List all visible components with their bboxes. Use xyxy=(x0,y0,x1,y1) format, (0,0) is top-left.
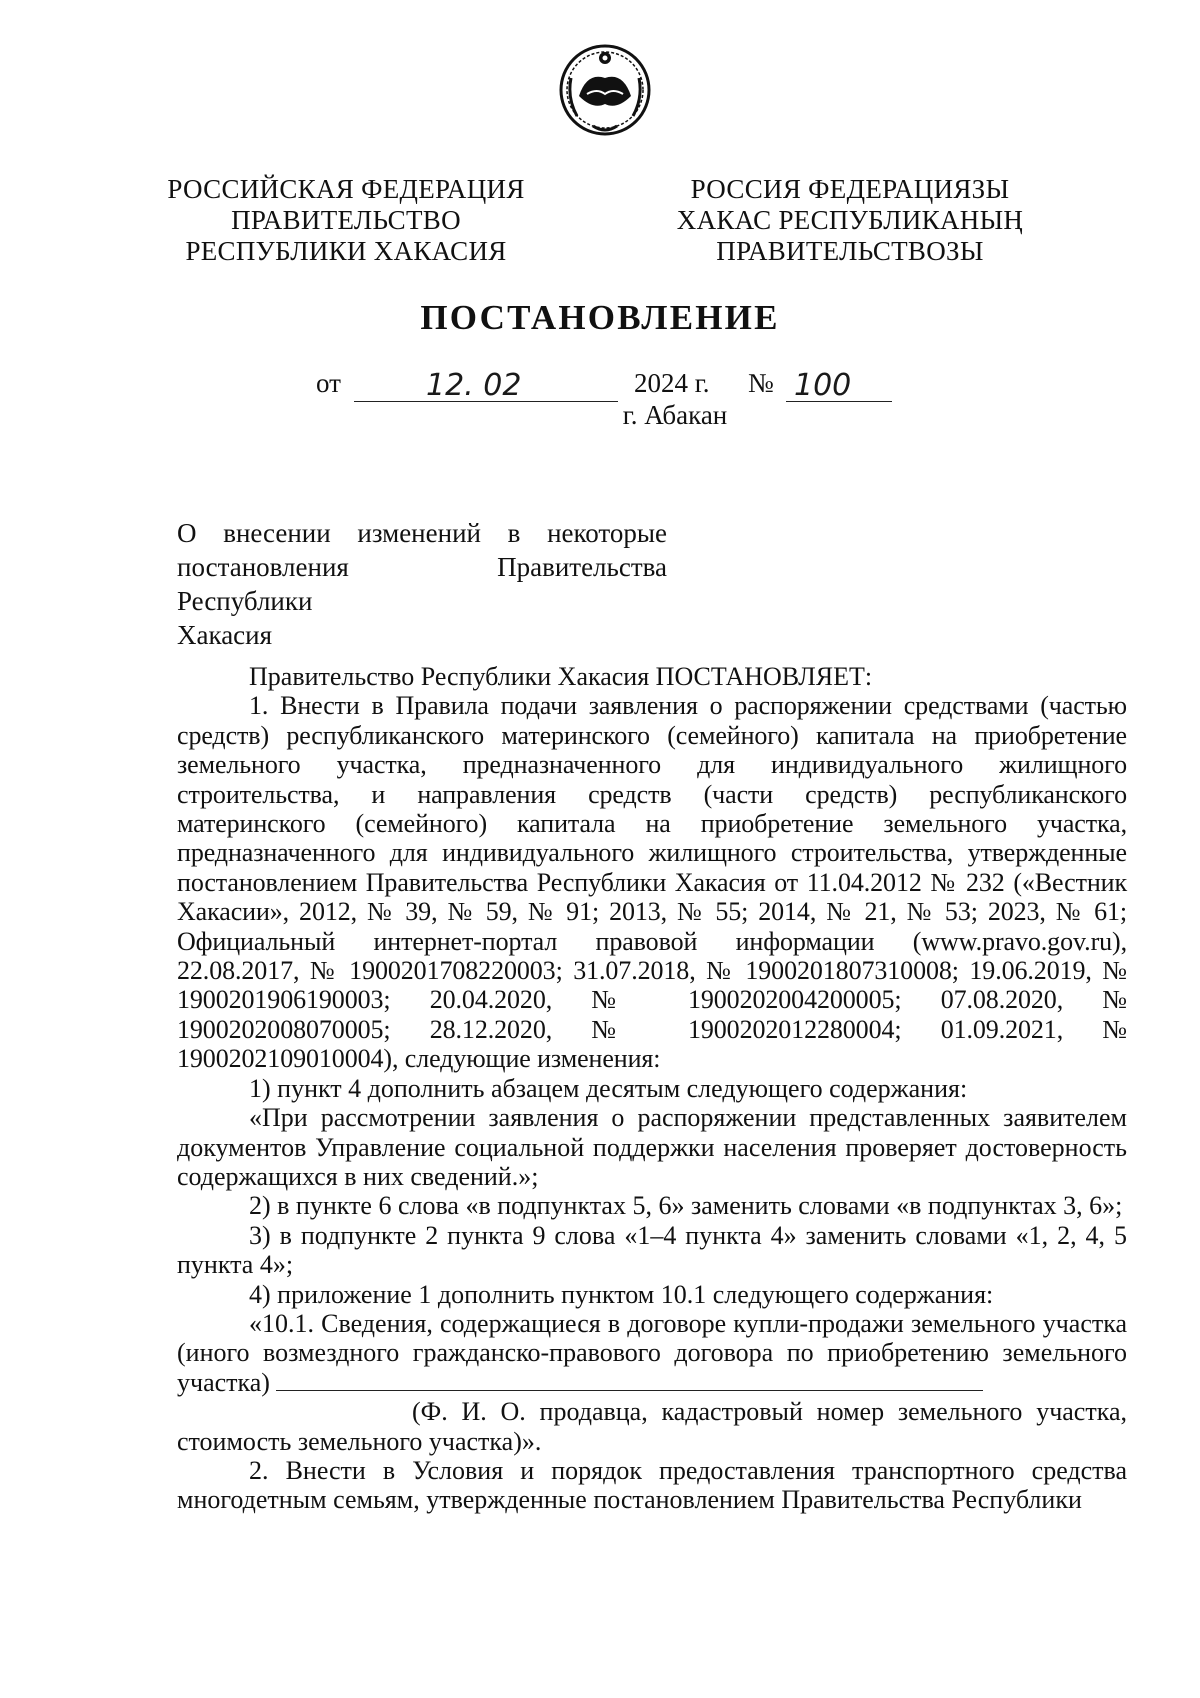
header-right-line-3: ПРАВИТЕЛЬСТВОЗЫ xyxy=(716,236,984,266)
handwritten-date: 12. 02 xyxy=(426,368,522,403)
handwritten-number: 100 xyxy=(794,368,852,403)
subparagraph-4: 4) приложение 1 дополнить пунктом 10.1 следующего содержания: xyxy=(249,1279,994,1309)
subparagraph-3: 3) в подпункте 2 пункта 9 слова «1–4 пункта 4» заменить словами «1, 2, 4, 5 пункта 4»; xyxy=(177,1220,1127,1280)
paragraph-2: 2. Внести в Условия и порядок предоставления транспортного средства многодетным семьям, утвержденные постановлением Правительства Республики xyxy=(177,1455,1127,1515)
date-from-label: от xyxy=(316,368,341,398)
header-right xyxy=(660,174,1040,267)
fill-line-note: (Ф. И. О. продавца, кадастровый номер земельного участка, стоимость земельного участка)». xyxy=(177,1397,1127,1456)
subject-line-3: Хакасия xyxy=(177,620,273,650)
header-left-line-2: ПРАВИТЕЛЬСТВО xyxy=(231,205,461,235)
document-title: ПОСТАНОВЛЕНИЕ xyxy=(420,298,780,337)
subparagraph-2: 2) в пункте 6 слова «в подпунктах 5, 6» заменить словами «в подпунктах 3, 6»; xyxy=(249,1191,1123,1221)
city-line: г. Абакан xyxy=(622,400,728,430)
subparagraph-1: 1) пункт 4 дополнить абзацем десятым следующего содержания: xyxy=(249,1073,968,1103)
intro-paragraph: Правительство Республики Хакасия ПОСТАНОВЛЯЕТ: xyxy=(249,662,873,691)
number-label: № xyxy=(748,368,774,398)
coat-of-arms-emblem xyxy=(557,38,653,142)
header-left-line-1: РОССИЙСКАЯ ФЕДЕРАЦИЯ xyxy=(167,174,525,204)
quote-2-text: «10.1. Сведения, содержащиеся в договоре купли-продажи земельного участка (иного возмездного гражданско-правового договора по приобретению земельного участка) xyxy=(177,1308,1127,1397)
blank-fill-line xyxy=(276,1372,983,1391)
header-left-line-3: РЕСПУБЛИКИ ХАКАСИЯ xyxy=(185,236,507,266)
subject-line-1: О внесении изменений в некоторые xyxy=(177,518,667,548)
header-left xyxy=(156,174,536,267)
subject-block xyxy=(177,516,667,652)
header-right-line-1: РОССИЯ ФЕДЕРАЦИЯЗЫ xyxy=(690,174,1010,204)
paragraph-1: 1. Внести в Правила подачи заявления о распоряжении средствами (частью средств) республиканского материнского (семейного) капитала на приобретение земельного участка, предназначенного для индивидуального жилищного строительства, и направления средств (части средств) республиканского материнского (семейного) капитала на приобретение земельного участка, предназначенного для индивидуального жилищного строительства, утвержденные постановлением Правительства Республики Хакасия от 11.04.2012 № 232 («Вестник Хакасии», 2012, № 39, № 59, № 91; 2013, № 55; 2014, № 21, № 53; 2023, № 61; Официальный интернет-портал правовой информации (www.pravo.gov.ru), 22.08.2017, № 1900201708220003; 31.07.2018, № 1900201807310008; 19.06.2019, № 1900201906190003; 20.04.2020, № 1900202004200005; 07.08.2020, № 1900202008070005; 28.12.2020, № 1900202012280004; 01.09.2021, № 1900202109010004), следующие изменения: xyxy=(177,691,1127,1074)
year-label: 2024 г. xyxy=(634,368,710,398)
document-body xyxy=(177,662,1127,1515)
quote-2 xyxy=(177,1309,1127,1397)
quote-1: «При рассмотрении заявления о распоряжении представленных заявителем документов Управление социальной поддержки населения проверяет достоверность содержащихся в них сведений.»; xyxy=(177,1103,1127,1191)
subject-line-2: постановления Правительства Республики xyxy=(177,552,667,616)
header-right-line-2: ХАКАС РЕСПУБЛИКАНЫҢ xyxy=(676,205,1024,235)
